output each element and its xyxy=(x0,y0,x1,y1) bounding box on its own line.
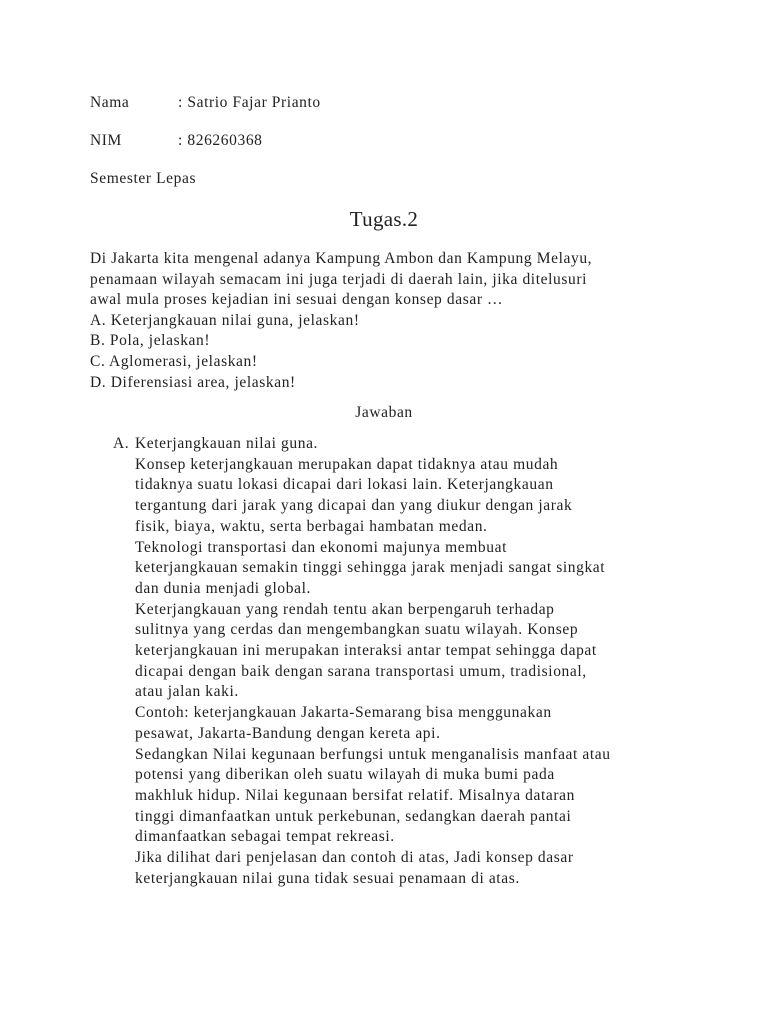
answer-line: dimanfaatkan sebagai tempat rekreasi. xyxy=(135,828,395,846)
name-row xyxy=(90,93,321,113)
answer-line: atau jalan kaki. xyxy=(135,683,239,701)
answer-item-title: Keterjangkauan nilai guna. xyxy=(135,435,319,452)
question-block xyxy=(90,249,690,393)
name-label: Nama xyxy=(90,94,130,111)
answer-line: Teknologi transportasi dan ekonomi majunya membuat xyxy=(135,538,507,556)
answer-body xyxy=(135,455,713,890)
answer-item-marker: A. xyxy=(113,435,130,452)
answer-line: Konsep keterjangkauan merupakan dapat tidaknya atau mudah xyxy=(135,455,559,473)
answer-heading: Jawaban xyxy=(355,404,413,421)
answer-line: fisik, biaya, waktu, serta berbagai hambatan medan. xyxy=(135,517,488,535)
answer-line: Contoh: keterjangkauan Jakarta-Semarang bisa menggunakan xyxy=(135,704,552,722)
answer-line: sulitnya yang cerdas dan mengembangkan suatu wilayah. Konsep xyxy=(135,621,579,639)
question-line: awal mula proses kejadian ini sesuai dengan konsep dasar … xyxy=(90,291,504,309)
answer-line: keterjangkauan semakin tinggi sehingga jarak menjadi sangat singkat xyxy=(135,559,606,577)
answer-line: tinggi dimanfaatkan untuk perkebunan, sedangkan daerah pantai xyxy=(135,807,572,825)
answer-line: tergantung dari jarak yang dicapai dan yang diukur dengan jarak xyxy=(135,497,573,515)
answer-line: dan dunia menjadi global. xyxy=(135,579,311,597)
question-option-d: D. Diferensiasi area, jelaskan! xyxy=(90,373,296,391)
question-option-b: B. Pola, jelaskan! xyxy=(90,332,211,350)
answer-line: keterjangkauan ini merupakan interaksi antar tempat sehingga dapat xyxy=(135,642,597,660)
semester-text: Semester Lepas xyxy=(90,170,197,187)
answer-line: Jika dilihat dari penjelasan dan contoh di atas, Jadi konsep dasar xyxy=(135,849,574,867)
answer-line: Keterjangkauan yang rendah tentu akan berpengaruh terhadap xyxy=(135,600,555,618)
name-value: : Satrio Fajar Prianto xyxy=(178,94,321,111)
answer-line: dicapai dengan baik dengan sarana transportasi umum, tradisional, xyxy=(135,662,587,680)
nim-value: : 826260368 xyxy=(178,132,263,149)
answer-line: potensi yang diberikan oleh suatu wilayah di muka bumi pada xyxy=(135,766,555,784)
answer-line: keterjangkauan nilai guna tidak sesuai penamaan di atas. xyxy=(135,869,520,887)
answer-line: makhluk hidup. Nilai kegunaan bersifat relatif. Misalnya dataran xyxy=(135,786,575,804)
question-line: penamaan wilayah semacam ini juga terjadi di daerah lain, jika ditelusuri xyxy=(90,270,588,288)
page-title: Tugas.2 xyxy=(349,207,419,231)
answer-line: Sedangkan Nilai kegunaan berfungsi untuk menganalisis manfaat atau xyxy=(135,745,611,763)
answer-item-heading xyxy=(113,434,713,455)
question-option-c: C. Aglomerasi, jelaskan! xyxy=(90,352,258,370)
answer-line: tidaknya suatu lokasi dicapai dari lokasi lain. Keterjangkauan xyxy=(135,476,554,494)
nim-row xyxy=(90,131,263,151)
answer-line: pesawat, Jakarta-Bandung dengan kereta api. xyxy=(135,724,441,742)
answer-block xyxy=(113,434,713,889)
question-option-a: A. Keterjangkauan nilai guna, jelaskan! xyxy=(90,311,360,329)
question-line: Di Jakarta kita mengenal adanya Kampung Ambon dan Kampung Melayu, xyxy=(90,250,593,267)
nim-label: NIM xyxy=(90,132,122,149)
